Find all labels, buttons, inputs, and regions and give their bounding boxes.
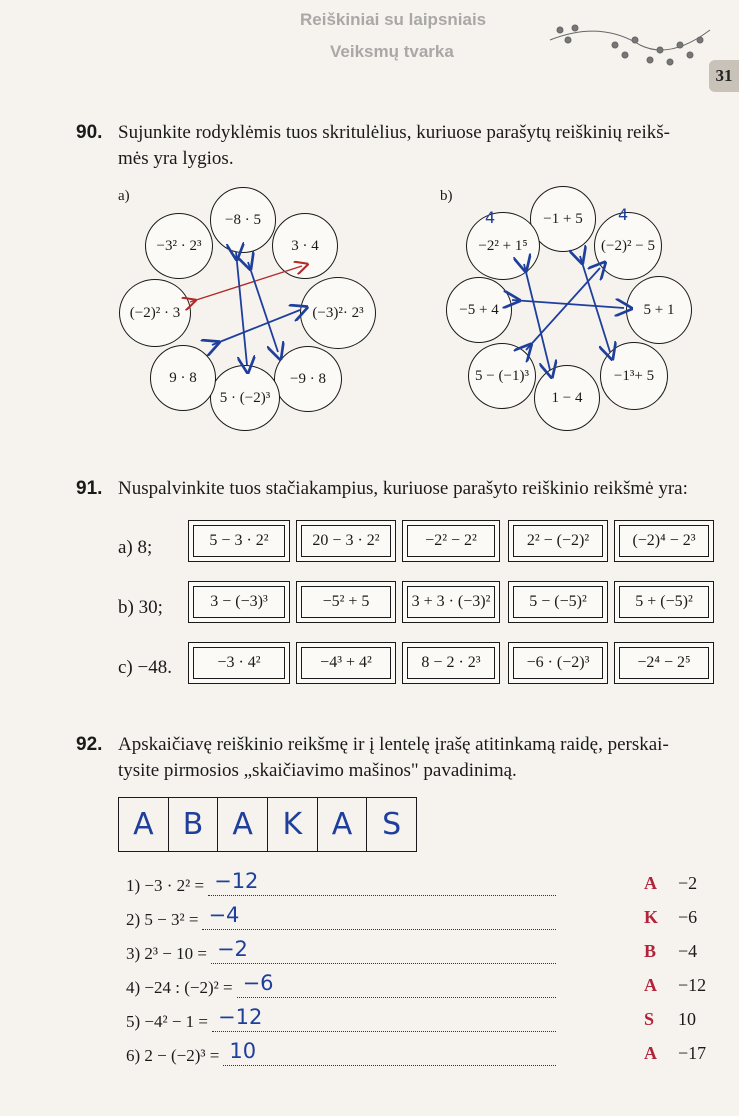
answer-value-1: −2 bbox=[678, 873, 698, 893]
grid-cell-3[interactable]: A bbox=[218, 798, 268, 851]
exercise-2-hand: −4 bbox=[208, 903, 240, 927]
p91-row-c-label: c) −48. bbox=[118, 657, 172, 678]
exercise-4-answer-line[interactable] bbox=[237, 971, 556, 998]
circle-a-3: (−3)²· 2³ bbox=[300, 277, 376, 349]
exercise-3-answer-line[interactable] bbox=[211, 937, 556, 964]
header-title-line2: Veiksmų tvarka bbox=[330, 42, 454, 61]
p91-a-cell-2[interactable]: 20 − 3 · 2² bbox=[296, 520, 396, 562]
p91-a-cell-4[interactable]: 2² − (−2)² bbox=[508, 520, 608, 562]
exercise-2 bbox=[126, 900, 556, 930]
grid-cell-4[interactable]: K bbox=[268, 798, 318, 851]
exercise-5 bbox=[126, 1002, 556, 1032]
exercise-1-expr: 1) −3 · 2² = bbox=[126, 876, 205, 895]
p91-row-b-label: b) 30; bbox=[118, 597, 163, 618]
problem-91-text: Nuspalvinkite tuos stačiakampius, kuriuose parašyto reiškinio reikšmė yra: bbox=[118, 478, 688, 499]
problem-90-number: 90. bbox=[76, 122, 103, 143]
answer-letter-3: B bbox=[644, 941, 657, 961]
exercise-4 bbox=[126, 968, 556, 998]
exercise-4-hand: −6 bbox=[242, 971, 274, 995]
p91-a-cell-5[interactable]: (−2)⁴ − 2³ bbox=[614, 520, 714, 562]
p91-b-cell-5[interactable]: 5 + (−5)² bbox=[614, 581, 714, 623]
circle-b-8: −2² + 1⁵ bbox=[466, 212, 540, 280]
circle-b-6: 5 − (−1)³ bbox=[468, 343, 536, 409]
circle-a-6: 9 · 8 bbox=[150, 345, 216, 411]
exercise-3-expr: 3) 2³ − 10 = bbox=[126, 944, 207, 963]
p91-a-cell-3[interactable]: −2² − 2² bbox=[402, 520, 500, 562]
answer-value-5: 10 bbox=[678, 1009, 696, 1029]
exercise-5-expr: 5) −4² − 1 = bbox=[126, 1012, 209, 1031]
answer-letter-4: A bbox=[644, 975, 657, 995]
problem-92-text-1: Apskaičiavę reiškinio reikšmę ir į lentelę įrašę atitinkamą raidę, perskai- bbox=[118, 734, 669, 755]
exercise-2-answer-line[interactable] bbox=[202, 903, 556, 930]
answer-value-6: −17 bbox=[678, 1043, 707, 1063]
p91-c-cell-5[interactable]: −2⁴ − 2⁵ bbox=[614, 642, 714, 684]
answer-grid bbox=[118, 797, 417, 852]
page-number: 31 bbox=[709, 60, 739, 92]
exercise-4-expr: 4) −24 : (−2)² = bbox=[126, 978, 233, 997]
circle-b-3: 5 + 1 bbox=[626, 276, 692, 344]
circle-a-5: 5 · (−2)³ bbox=[210, 365, 280, 431]
exercise-6-hand: 10 bbox=[229, 1039, 257, 1063]
p91-a-cell-1[interactable]: 5 − 3 · 2² bbox=[188, 520, 290, 562]
grid-cell-1[interactable]: A bbox=[119, 798, 169, 851]
problem-90-text-2: mės yra lygios. bbox=[118, 148, 234, 169]
exercise-1-answer-line[interactable] bbox=[208, 869, 556, 896]
p91-b-cell-3[interactable]: 3 + 3 · (−3)² bbox=[402, 581, 500, 623]
p91-b-cell-1[interactable]: 3 − (−3)³ bbox=[188, 581, 290, 623]
grid-cell-2[interactable]: B bbox=[169, 798, 219, 851]
p90-a-label: a) bbox=[118, 188, 130, 204]
exercise-6-expr: 6) 2 − (−2)³ = bbox=[126, 1046, 220, 1065]
header-title-line1: Reiškiniai su laipsniais bbox=[300, 10, 487, 29]
circle-a-1: −8 · 5 bbox=[210, 187, 276, 253]
problem-92-text-2: tysite pirmosios „skaičiavimo mašinos" pavadinimą. bbox=[118, 760, 517, 781]
p90-b-label: b) bbox=[440, 188, 453, 204]
exercise-1-hand: −12 bbox=[214, 869, 259, 893]
exercise-5-hand: −12 bbox=[218, 1005, 263, 1029]
grid-cell-6[interactable]: S bbox=[382, 807, 402, 842]
circle-a-4: −9 · 8 bbox=[274, 346, 342, 412]
exercise-6 bbox=[126, 1036, 556, 1066]
circle-b-5: 1 − 4 bbox=[534, 365, 600, 431]
answer-letter-1: A bbox=[644, 873, 657, 893]
answer-value-4: −12 bbox=[678, 975, 707, 995]
hand-mark-2: 4 bbox=[618, 205, 629, 224]
circle-a-8: −3² · 2³ bbox=[145, 213, 213, 279]
problem-92-number: 92. bbox=[76, 734, 103, 755]
exercise-2-expr: 2) 5 − 3² = bbox=[126, 910, 199, 929]
p91-c-cell-1[interactable]: −3 · 4² bbox=[188, 642, 290, 684]
circle-b-2: (−2)² − 5 bbox=[594, 212, 662, 280]
circle-b-4: −1³+ 5 bbox=[600, 342, 668, 410]
answer-value-2: −6 bbox=[678, 907, 698, 927]
p91-row-a-label: a) 8; bbox=[118, 537, 153, 558]
answer-letter-2: K bbox=[644, 907, 659, 927]
p91-c-cell-3[interactable]: 8 − 2 · 2³ bbox=[402, 642, 500, 684]
answer-value-3: −4 bbox=[678, 941, 698, 961]
problem-91-number: 91. bbox=[76, 478, 103, 499]
problem-90-text-1: Sujunkite rodyklėmis tuos skritulėlius, kuriuose parašytų reiškinių reikš- bbox=[118, 122, 670, 143]
p91-c-cell-2[interactable]: −4³ + 4² bbox=[296, 642, 396, 684]
grid-cell-5[interactable]: A bbox=[318, 798, 368, 851]
answer-letter-6: A bbox=[644, 1043, 657, 1063]
exercise-1 bbox=[126, 866, 556, 896]
circle-b-7: −5 + 4 bbox=[446, 277, 512, 343]
p91-b-cell-4[interactable]: 5 − (−5)² bbox=[508, 581, 608, 623]
circle-b-1: −1 + 5 bbox=[530, 186, 596, 252]
p91-c-cell-4[interactable]: −6 · (−2)³ bbox=[508, 642, 608, 684]
circle-a-7: (−2)² · 3 bbox=[119, 279, 191, 347]
p91-b-cell-2[interactable]: −5² + 5 bbox=[296, 581, 396, 623]
hand-mark-1: 4 bbox=[485, 208, 496, 227]
exercise-5-answer-line[interactable] bbox=[212, 1005, 556, 1032]
exercise-6-answer-line[interactable] bbox=[223, 1039, 556, 1066]
exercise-3 bbox=[126, 934, 556, 964]
circle-a-2: 3 · 4 bbox=[272, 213, 338, 279]
exercise-3-hand: −2 bbox=[216, 937, 248, 961]
answer-letter-5: S bbox=[644, 1009, 655, 1029]
